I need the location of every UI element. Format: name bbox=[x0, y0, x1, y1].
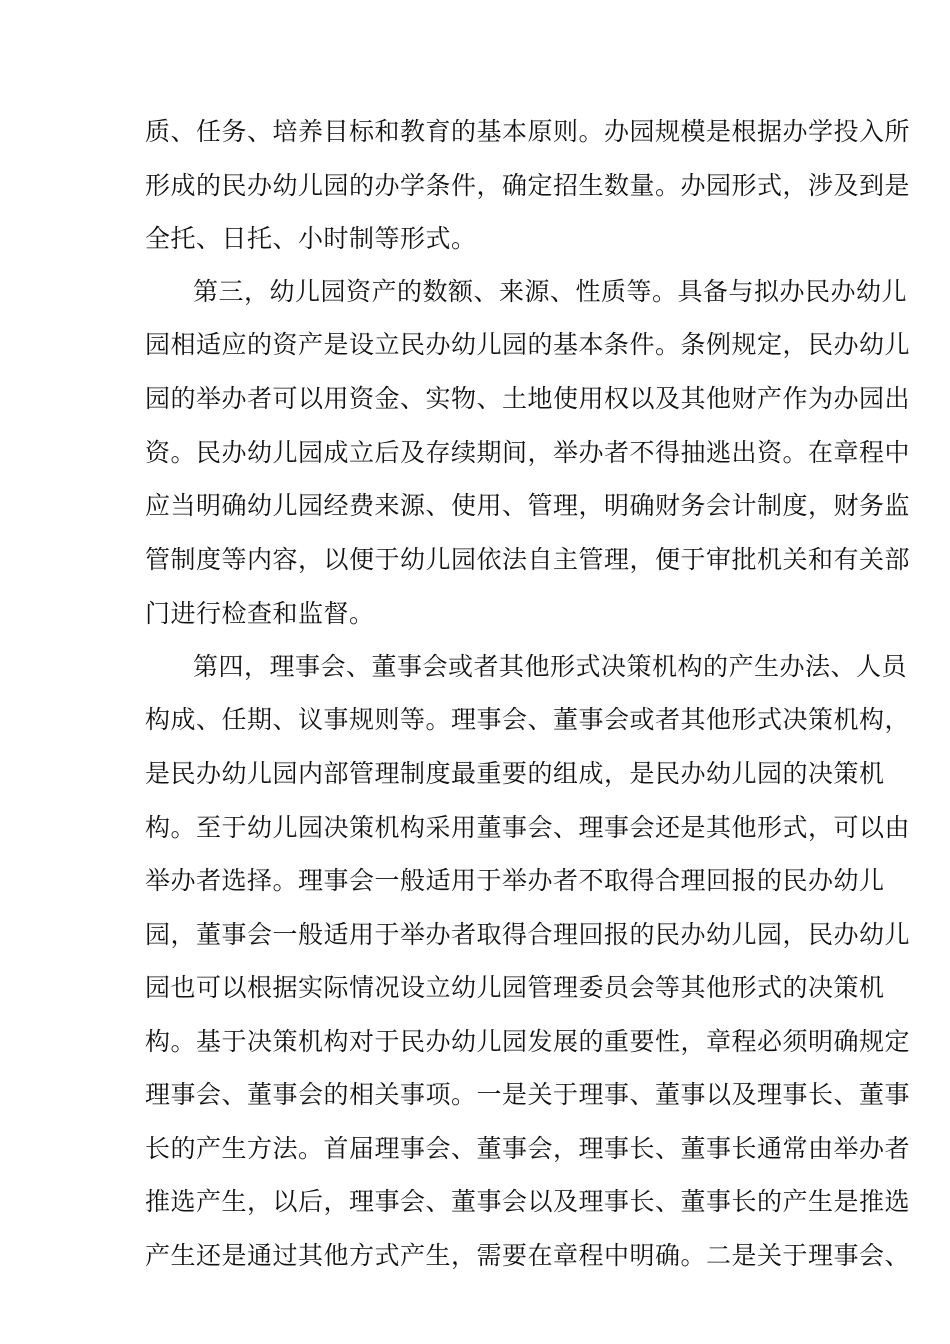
text-line: 理事会、董事会的相关事项。一是关于理事、董事以及理事长、董事 bbox=[145, 1080, 911, 1109]
text-line: 构。基于决策机构对于民办幼儿园发展的重要性，章程必须明确规定 bbox=[145, 1027, 911, 1056]
text-line: 产生还是通过其他方式产生，需要在章程中明确。二是关于理事会、 bbox=[145, 1241, 911, 1270]
text-line: 形成的民办幼儿园的办学条件，确定招生数量。办园形式，涉及到是 bbox=[145, 171, 911, 200]
text-line: 构成、任期、议事规则等。理事会、董事会或者其他形式决策机构， bbox=[145, 705, 911, 734]
text-line: 质、任务、培养目标和教育的基本原则。办园规模是根据办学投入所 bbox=[145, 117, 911, 146]
text-line: 是民办幼儿园内部管理制度最重要的组成，是民办幼儿园的决策机 bbox=[145, 759, 885, 788]
text-line: 门进行检查和监督。 bbox=[145, 599, 375, 628]
text-line: 园也可以根据实际情况设立幼儿园管理委员会等其他形式的决策机 bbox=[145, 973, 885, 1002]
text-line: 全托、日托、小时制等形式。 bbox=[145, 224, 477, 253]
paragraph-start-line: 第三，幼儿园资产的数额、来源、性质等。具备与拟办民办幼儿 bbox=[193, 277, 908, 306]
text-line: 应当明确幼儿园经费来源、使用、管理，明确财务会计制度，财务监 bbox=[145, 491, 911, 520]
text-line: 园，董事会一般适用于举办者取得合理回报的民办幼儿园，民办幼儿 bbox=[145, 920, 911, 949]
text-line: 园相适应的资产是设立民办幼儿园的基本条件。条例规定，民办幼儿 bbox=[145, 330, 911, 359]
text-line: 推选产生，以后，理事会、董事会以及理事长、董事长的产生是推选 bbox=[145, 1187, 911, 1216]
text-line: 资。民办幼儿园成立后及存续期间，举办者不得抽逃出资。在章程中 bbox=[145, 438, 911, 467]
text-line: 管制度等内容，以便于幼儿园依法自主管理，便于审批机关和有关部 bbox=[145, 545, 911, 574]
paragraph-start-line: 第四，理事会、董事会或者其他形式决策机构的产生办法、人员 bbox=[193, 652, 908, 681]
text-line: 长的产生方法。首届理事会、董事会，理事长、董事长通常由举办者 bbox=[145, 1134, 911, 1163]
text-line: 构。至于幼儿园决策机构采用董事会、理事会还是其他形式，可以由 bbox=[145, 813, 911, 842]
text-line: 举办者选择。理事会一般适用于举办者不取得合理回报的民办幼儿 bbox=[145, 866, 885, 895]
text-line: 园的举办者可以用资金、实物、土地使用权以及其他财产作为办园出 bbox=[145, 384, 911, 413]
